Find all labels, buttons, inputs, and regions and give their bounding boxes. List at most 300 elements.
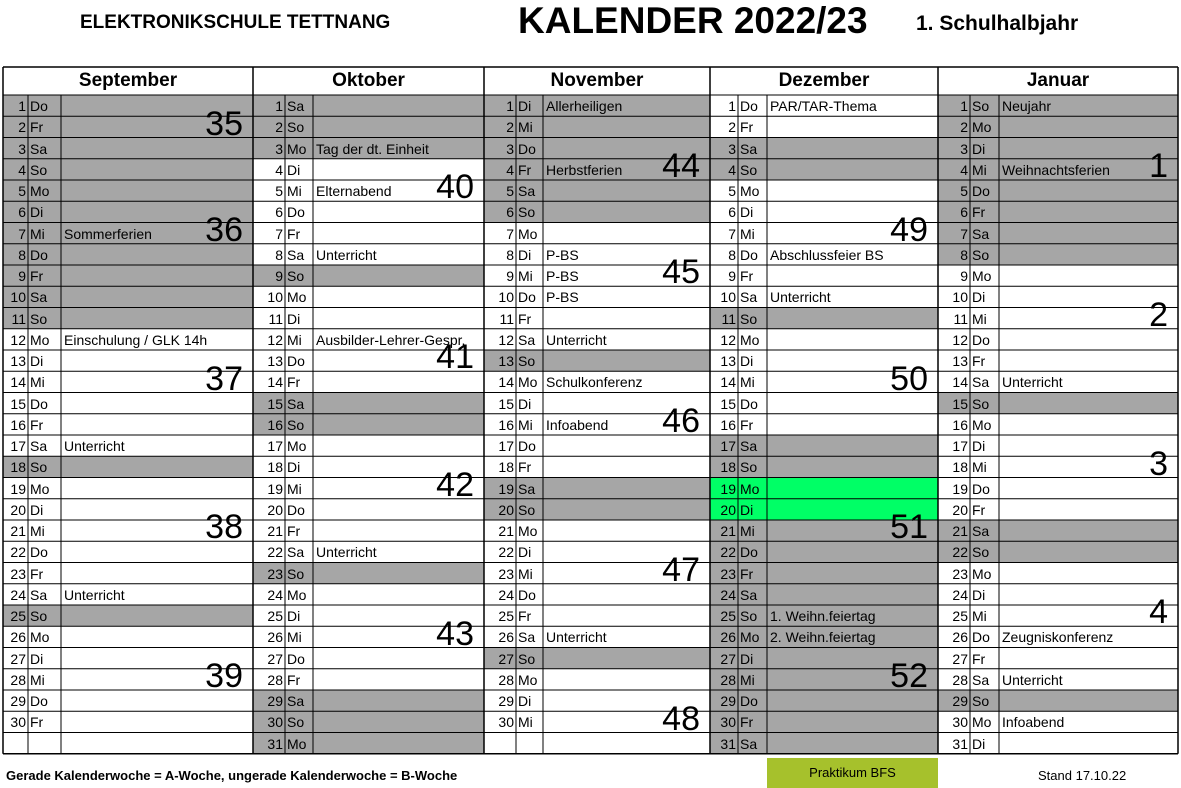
weekday: Sa — [972, 225, 990, 242]
day-number: 25 — [10, 608, 26, 624]
weekday: So — [30, 608, 48, 624]
day-number: 21 — [720, 523, 736, 539]
day-number: 13 — [952, 353, 968, 369]
day-event: Infoabend — [1002, 714, 1065, 731]
weekday: Mo — [972, 416, 992, 433]
day-number: 2 — [18, 119, 26, 136]
day-event — [313, 691, 484, 711]
weekday: Sa — [740, 140, 758, 157]
weekday: Sa — [30, 438, 48, 454]
day-event: P-BS — [546, 246, 579, 263]
month-header: September — [78, 70, 178, 91]
day-number: 13 — [720, 353, 736, 369]
day-number: 5 — [506, 183, 514, 199]
day-number: 3 — [728, 140, 736, 157]
weekday: Fr — [30, 268, 44, 284]
day-number: 1 — [728, 98, 736, 114]
day-number — [3, 734, 26, 754]
day-number: 15 — [952, 395, 968, 412]
weekday: So — [972, 693, 990, 709]
day-event: Zeugniskonferenz — [1002, 629, 1114, 646]
day-number: 23 — [720, 565, 736, 582]
weekday: Do — [972, 331, 990, 348]
day-number: 24 — [10, 586, 26, 603]
day-number: 15 — [720, 395, 736, 412]
day-event — [543, 649, 710, 669]
month-header: Dezember — [778, 70, 870, 91]
weekday: So — [30, 459, 48, 476]
week-number: 40 — [436, 168, 474, 207]
weekday: So — [740, 310, 758, 327]
day-number: 4 — [728, 161, 736, 178]
week-number: 48 — [662, 699, 700, 738]
weekday: Di — [287, 161, 301, 178]
day-number: 3 — [960, 140, 968, 157]
day-number: 29 — [10, 693, 26, 709]
weekday: Mo — [740, 480, 760, 497]
weekday: Mi — [287, 331, 302, 348]
weekday: Sa — [740, 289, 758, 306]
page-title: KALENDER 2022/23 — [518, 0, 868, 41]
weekday: So — [972, 246, 990, 263]
weekday: Sa — [518, 183, 536, 199]
weekday: Do — [30, 693, 48, 709]
weekday: Mi — [30, 225, 45, 242]
weekday: Do — [518, 586, 536, 603]
weekday: Fr — [287, 671, 301, 688]
weekday: Fr — [287, 225, 301, 242]
day-event: Unterricht — [64, 438, 125, 454]
weekday: Do — [972, 629, 990, 646]
weekday: Sa — [287, 544, 305, 561]
day-event — [543, 224, 710, 244]
weekday: So — [30, 161, 48, 178]
month-header: Januar — [1026, 70, 1090, 91]
weekday: Mo — [287, 140, 307, 157]
day-event — [313, 564, 484, 584]
weekday: So — [740, 161, 758, 178]
day-number: 12 — [498, 331, 514, 348]
weekday: So — [287, 416, 305, 433]
weekday: So — [287, 268, 305, 284]
day-number: 31 — [720, 735, 736, 752]
day-event — [61, 627, 253, 647]
weekday: So — [30, 310, 48, 327]
school-name: ELEKTRONIKSCHULE TETTNANG — [80, 12, 391, 33]
day-number: 10 — [267, 289, 283, 306]
weekday: Sa — [740, 438, 758, 454]
day-number: 5 — [960, 183, 968, 199]
day-number: 12 — [720, 331, 736, 348]
weekday: Do — [518, 140, 536, 157]
day-event — [999, 117, 1178, 137]
day-number: 22 — [267, 544, 283, 561]
weekday: Fr — [972, 650, 986, 667]
day-number: 2 — [506, 119, 514, 136]
weekday: Di — [972, 289, 986, 306]
day-number: 29 — [720, 693, 736, 709]
weekday: Sa — [972, 374, 990, 391]
day-number: 10 — [498, 289, 514, 306]
weekday: Mo — [287, 735, 307, 752]
week-number: 44 — [662, 147, 700, 186]
day-event — [313, 309, 484, 329]
weekday: So — [518, 501, 536, 518]
day-number: 11 — [953, 310, 968, 327]
day-number: 17 — [952, 438, 968, 454]
day-event: Unterricht — [546, 331, 607, 348]
weekday: Mo — [287, 438, 307, 454]
day-event — [543, 500, 710, 520]
day-number: 29 — [267, 693, 283, 709]
day-event: Unterricht — [770, 289, 831, 306]
day-number: 21 — [267, 523, 283, 539]
weekday: Di — [518, 246, 532, 263]
day-number: 9 — [728, 268, 736, 284]
day-number: 2 — [728, 119, 736, 136]
day-event — [61, 181, 253, 201]
weekday: Fr — [518, 608, 532, 624]
weekday: So — [518, 204, 536, 221]
day-event — [61, 287, 253, 307]
day-number: 14 — [498, 374, 514, 391]
day-number: 19 — [267, 480, 283, 497]
day-number: 6 — [506, 204, 514, 221]
day-event: PAR/TAR-Thema — [770, 98, 877, 114]
day-number: 8 — [506, 246, 514, 263]
day-number: 28 — [267, 671, 283, 688]
day-event — [61, 160, 253, 180]
day-event — [999, 734, 1178, 754]
weekday: Fr — [972, 501, 986, 518]
weekday: Mi — [740, 671, 755, 688]
day-event — [313, 394, 484, 414]
weekday: Do — [287, 204, 305, 221]
weekday: Sa — [287, 693, 305, 709]
weekday: Mi — [518, 565, 533, 582]
day-number: 1 — [506, 98, 514, 114]
weekday: Mi — [30, 523, 45, 539]
day-event — [61, 479, 253, 499]
day-number: 14 — [10, 374, 26, 391]
day-number: 7 — [506, 225, 514, 242]
day-event — [313, 287, 484, 307]
weekday: Mo — [972, 565, 992, 582]
legend-praktikum: Praktikum BFS — [767, 758, 938, 788]
day-event — [313, 712, 484, 732]
week-number: 50 — [890, 359, 928, 398]
weekday: Di — [30, 501, 44, 518]
day-event — [767, 160, 938, 180]
weekday: Mi — [518, 119, 533, 136]
day-number: 20 — [952, 501, 968, 518]
day-number: 12 — [952, 331, 968, 348]
day-number: 26 — [267, 629, 283, 646]
day-number: 24 — [498, 586, 514, 603]
day-number: 7 — [960, 225, 968, 242]
day-number: 18 — [498, 459, 514, 476]
status-date: Stand 17.10.22 — [1038, 768, 1127, 783]
week-number: 35 — [205, 104, 243, 143]
day-event — [543, 457, 710, 477]
day-number: 8 — [728, 246, 736, 263]
day-number: 5 — [275, 183, 283, 199]
day-number: 21 — [952, 523, 968, 539]
day-number: 20 — [720, 501, 736, 518]
day-event — [543, 521, 710, 541]
day-number: 17 — [498, 438, 514, 454]
weekday: Di — [740, 650, 754, 667]
day-number: 12 — [267, 331, 283, 348]
week-number: 36 — [205, 210, 243, 249]
weekday: Mo — [518, 225, 538, 242]
weekday: Mo — [740, 331, 760, 348]
day-number: 9 — [506, 268, 514, 284]
weekday: Mo — [30, 629, 50, 646]
day-number: 30 — [952, 714, 968, 731]
weekday: Di — [30, 650, 44, 667]
weekday: Di — [287, 310, 301, 327]
weekday: Fr — [740, 714, 754, 731]
weekday: Mo — [30, 331, 50, 348]
weekday: Do — [740, 693, 758, 709]
week-number: 3 — [1149, 444, 1168, 483]
weekday: Mo — [518, 523, 538, 539]
weekday: Do — [740, 98, 758, 114]
weekday: Sa — [972, 671, 990, 688]
day-event: Unterricht — [1002, 671, 1063, 688]
day-number: 14 — [720, 374, 736, 391]
week-number: 4 — [1149, 593, 1168, 632]
day-number: 3 — [275, 140, 283, 157]
weekday: Do — [972, 480, 990, 497]
day-event — [767, 266, 938, 286]
weekday: Fr — [972, 353, 986, 369]
day-event — [61, 415, 253, 435]
weekday: So — [740, 459, 758, 476]
weekday: Di — [740, 204, 754, 221]
weekday: Di — [740, 353, 754, 369]
day-number: 27 — [498, 650, 514, 667]
week-number: 45 — [662, 253, 700, 292]
weekday: Mo — [972, 268, 992, 284]
day-event — [543, 202, 710, 222]
day-event — [313, 734, 484, 754]
day-number: 8 — [18, 246, 26, 263]
day-event — [61, 457, 253, 477]
day-number: 28 — [952, 671, 968, 688]
weekday: Di — [740, 501, 754, 518]
day-number: 30 — [267, 714, 283, 731]
weekday: Do — [740, 544, 758, 561]
weekday: Di — [972, 586, 986, 603]
weekday: Mi — [287, 629, 302, 646]
day-number: 8 — [275, 246, 283, 263]
day-event — [767, 564, 938, 584]
day-number: 9 — [275, 268, 283, 284]
weekday: So — [972, 395, 990, 412]
day-event — [767, 415, 938, 435]
day-number: 1 — [960, 98, 968, 114]
weekday: Sa — [30, 140, 48, 157]
day-number: 31 — [952, 735, 968, 752]
day-event — [61, 712, 253, 732]
day-number: 28 — [10, 671, 26, 688]
weekday: So — [740, 608, 758, 624]
week-number: 52 — [890, 657, 928, 696]
day-number: 16 — [10, 416, 26, 433]
weekday: Do — [518, 438, 536, 454]
day-number: 3 — [506, 140, 514, 157]
day-event — [543, 670, 710, 690]
weekday: So — [972, 544, 990, 561]
weekday: Mo — [972, 119, 992, 136]
weekday: Mo — [740, 629, 760, 646]
weekday: Fr — [740, 565, 754, 582]
day-event — [767, 479, 938, 499]
day-event: P-BS — [546, 268, 579, 284]
weekday: Mo — [287, 289, 307, 306]
day-event — [313, 521, 484, 541]
day-number: 12 — [10, 331, 26, 348]
weekday: Mo — [287, 586, 307, 603]
week-number: 1 — [1149, 147, 1168, 186]
day-number: 4 — [275, 161, 283, 178]
day-event — [999, 649, 1178, 669]
day-event — [313, 585, 484, 605]
day-number: 18 — [10, 459, 26, 476]
weekday: Mo — [30, 480, 50, 497]
day-number: 26 — [10, 629, 26, 646]
day-number: 16 — [498, 416, 514, 433]
day-event: 1. Weihn.feiertag — [770, 608, 876, 624]
week-note: Gerade Kalenderwoche = A-Woche, ungerade Kalenderwoche = B-Woche — [6, 768, 458, 783]
day-number: 11 — [268, 310, 283, 327]
day-number: 8 — [960, 246, 968, 263]
day-number: 6 — [960, 204, 968, 221]
day-number: 26 — [720, 629, 736, 646]
day-event — [999, 245, 1178, 265]
day-number: 17 — [267, 438, 283, 454]
weekday: Mi — [740, 523, 755, 539]
day-event: Unterricht — [1002, 374, 1063, 391]
weekday: Mi — [287, 480, 302, 497]
month-header: November — [550, 70, 644, 91]
day-event — [999, 542, 1178, 562]
day-number: 7 — [275, 225, 283, 242]
week-number: 46 — [662, 402, 700, 441]
weekday: Mi — [30, 374, 45, 391]
day-number: 21 — [10, 523, 26, 539]
day-event: Unterricht — [546, 629, 607, 646]
day-event — [767, 436, 938, 456]
day-event: Infoabend — [546, 416, 609, 433]
week-number: 42 — [436, 465, 474, 504]
weekday: Fr — [518, 310, 532, 327]
weekday: Di — [518, 98, 532, 114]
weekday: Mo — [972, 714, 992, 731]
weekday: Mi — [518, 714, 533, 731]
day-event — [999, 202, 1178, 222]
day-event — [61, 734, 253, 754]
weekday: Mi — [972, 459, 987, 476]
weekday: Sa — [740, 735, 758, 752]
day-number: 13 — [10, 353, 26, 369]
day-number: 15 — [10, 395, 26, 412]
weekday: Di — [30, 204, 44, 221]
day-number: 20 — [10, 501, 26, 518]
day-event — [999, 266, 1178, 286]
day-number: 29 — [952, 693, 968, 709]
day-number: 27 — [720, 650, 736, 667]
day-number: 6 — [18, 204, 26, 221]
day-number: 4 — [18, 161, 26, 178]
day-number: 17 — [720, 438, 736, 454]
weekday: Sa — [30, 289, 48, 306]
day-event: Unterricht — [64, 586, 125, 603]
day-number: 5 — [18, 183, 26, 199]
day-number — [484, 734, 514, 754]
weekday: Di — [972, 140, 986, 157]
day-event — [61, 266, 253, 286]
day-event — [543, 606, 710, 626]
day-number: 11 — [499, 310, 514, 327]
day-event: Sommerferien — [64, 225, 152, 242]
weekday: Mi — [972, 608, 987, 624]
day-event — [313, 117, 484, 137]
weekday — [30, 734, 60, 754]
weekday: Fr — [518, 459, 532, 476]
weekday: So — [287, 714, 305, 731]
day-event: Einschulung / GLK 14h — [64, 331, 208, 348]
weekday: Sa — [740, 586, 758, 603]
day-number: 13 — [498, 353, 514, 369]
day-number: 7 — [728, 225, 736, 242]
day-number: 24 — [267, 586, 283, 603]
day-event — [767, 585, 938, 605]
day-event — [543, 117, 710, 137]
day-event: Neujahr — [1002, 98, 1052, 114]
weekday: Fr — [30, 565, 44, 582]
day-event — [999, 224, 1178, 244]
day-number: 22 — [952, 544, 968, 561]
day-number: 9 — [18, 268, 26, 284]
day-event — [999, 521, 1178, 541]
day-event — [313, 436, 484, 456]
day-event — [999, 394, 1178, 414]
day-event — [767, 309, 938, 329]
weekday: Sa — [287, 98, 305, 114]
weekday: Fr — [30, 714, 44, 731]
day-event — [767, 457, 938, 477]
day-event — [61, 606, 253, 626]
day-event — [543, 309, 710, 329]
weekday: Fr — [287, 523, 301, 539]
day-event — [543, 479, 710, 499]
day-number: 23 — [952, 565, 968, 582]
day-event: Schulkonferenz — [546, 374, 643, 391]
day-number: 15 — [498, 395, 514, 412]
week-number: 51 — [890, 508, 928, 547]
week-number: 49 — [890, 210, 928, 249]
day-number: 11 — [721, 310, 736, 327]
weekday: Do — [30, 544, 48, 561]
day-event — [313, 415, 484, 435]
day-number: 17 — [10, 438, 26, 454]
day-number: 16 — [720, 416, 736, 433]
day-number: 27 — [267, 650, 283, 667]
weekday: Mo — [518, 374, 538, 391]
